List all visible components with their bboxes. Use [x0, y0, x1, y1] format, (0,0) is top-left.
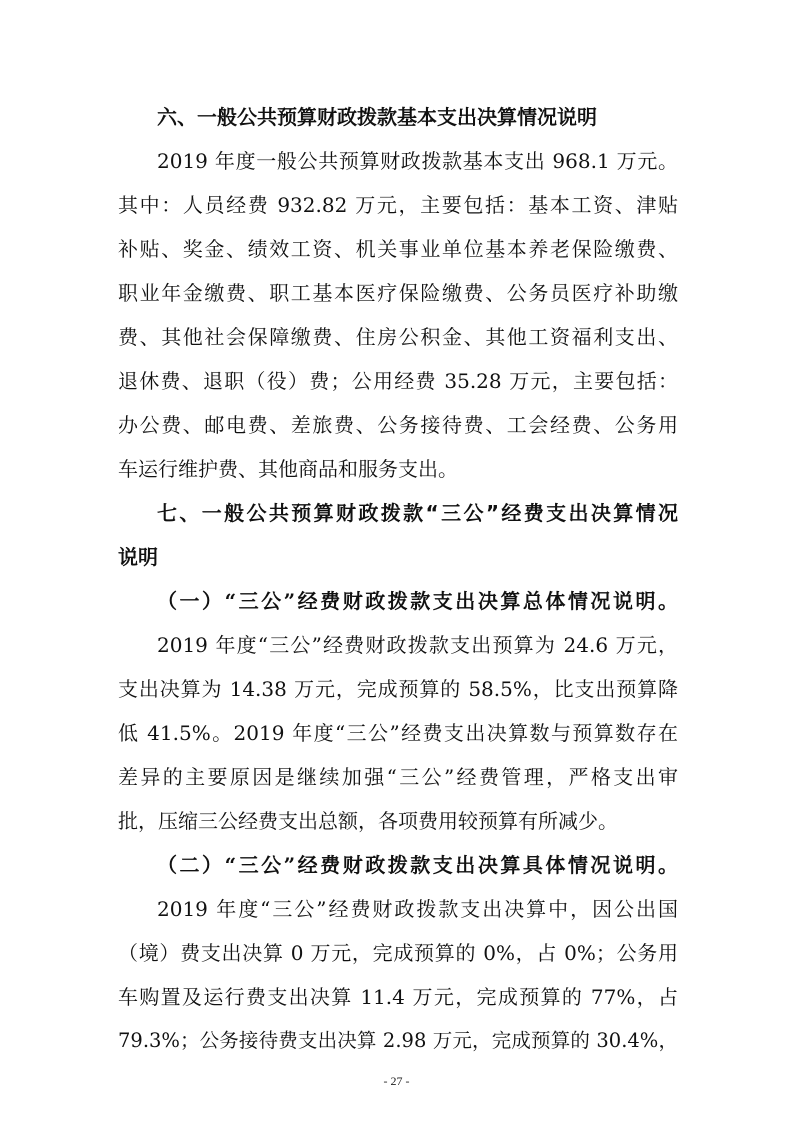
- paragraph-line: 职业年金缴费、职工基本医疗保险缴费、公务员医疗补助缴: [118, 281, 678, 305]
- paragraph-line: 退休费、退职（役）费；公用经费 35.28 万元，主要包括：: [118, 369, 678, 393]
- paragraph-line: 补贴、奖金、绩效工资、机关事业单位基本养老保险缴费、: [118, 237, 678, 261]
- paragraph-line: 79.3%；公务接待费支出决算 2.98 万元，完成预算的 30.4%，: [118, 1029, 678, 1052]
- paragraph-line: 2019 年度“三公”经费财政拨款支出决算中，因公出国: [157, 897, 678, 921]
- section-7-heading-continued: 说明: [118, 545, 158, 569]
- subsection-1-heading: （一）“三公”经费财政拨款支出决算总体情况说明。: [157, 589, 678, 613]
- paragraph-line: 低 41.5%。2019 年度“三公”经费支出决算数与预算数存在: [118, 721, 678, 745]
- paragraph-line: 2019 年度“三公”经费财政拨款支出预算为 24.6 万元，: [157, 633, 678, 657]
- paragraph-line: （境）费支出决算 0 万元，完成预算的 0%，占 0%；公务用: [118, 941, 678, 965]
- subsection-2-heading: （二）“三公”经费财政拨款支出决算具体情况说明。: [157, 853, 678, 877]
- paragraph-line: 车购置及运行费支出决算 11.4 万元，完成预算的 77%，占: [118, 985, 678, 1009]
- section-7-heading: 七、一般公共预算财政拨款“三公”经费支出决算情况: [157, 501, 678, 525]
- paragraph-line: 办公费、邮电费、差旅费、公务接待费、工会经费、公务用: [118, 413, 678, 437]
- section-6-heading: 六、一般公共预算财政拨款基本支出决算情况说明: [157, 105, 597, 129]
- paragraph-line: 差异的主要原因是继续加强“三公”经费管理，严格支出审: [118, 765, 678, 789]
- paragraph-line: 支出决算为 14.38 万元，完成预算的 58.5%，比支出预算降: [118, 677, 678, 701]
- paragraph-line: 车运行维护费、其他商品和服务支出。: [118, 457, 458, 481]
- paragraph-line: 2019 年度一般公共预算财政拨款基本支出 968.1 万元。: [157, 149, 678, 173]
- paragraph-line: 费、其他社会保障缴费、住房公积金、其他工资福利支出、: [118, 325, 678, 349]
- paragraph-line: 其中：人员经费 932.82 万元，主要包括：基本工资、津贴: [118, 193, 678, 217]
- paragraph-line: 批，压缩三公经费支出总额，各项费用较预算有所减少。: [118, 809, 618, 833]
- page-number: - 27 -: [383, 1074, 410, 1088]
